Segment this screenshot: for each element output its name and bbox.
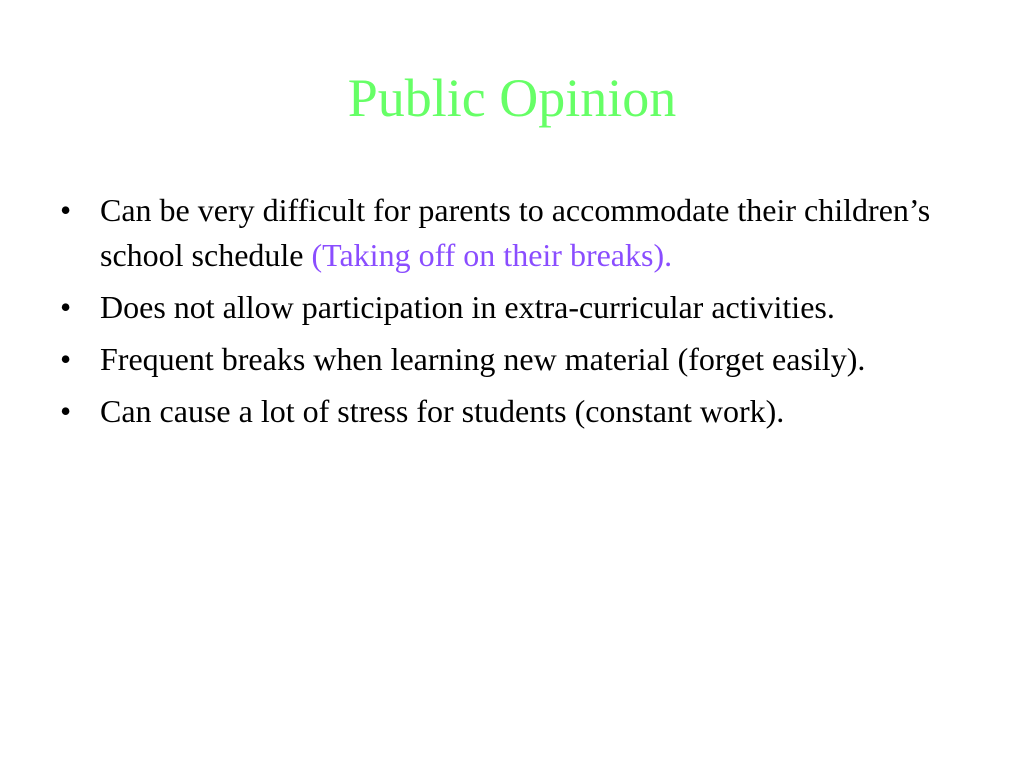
bullet-icon: • bbox=[60, 393, 72, 429]
bullet-item bbox=[60, 337, 980, 382]
bullet-icon: • bbox=[60, 192, 72, 228]
bullet-icon: • bbox=[60, 341, 72, 377]
bullet-item bbox=[60, 188, 980, 278]
bullet-text: Does not allow participation in extra-curricular activities. bbox=[100, 289, 835, 325]
bullet-icon: • bbox=[60, 289, 72, 325]
bullet-item bbox=[60, 389, 980, 434]
slide-title: Public Opinion bbox=[347, 68, 677, 128]
bullet-item bbox=[60, 285, 980, 330]
bullet-text: Can cause a lot of stress for students (constant work). bbox=[100, 393, 785, 429]
bullet-list bbox=[60, 188, 980, 441]
bullet-text: Frequent breaks when learning new material (forget easily). bbox=[100, 341, 866, 377]
bullet-text: Can be very difficult for parents to accommodate their children’s school schedule bbox=[100, 192, 931, 273]
bullet-accent-text: (Taking off on their breaks). bbox=[303, 237, 673, 273]
